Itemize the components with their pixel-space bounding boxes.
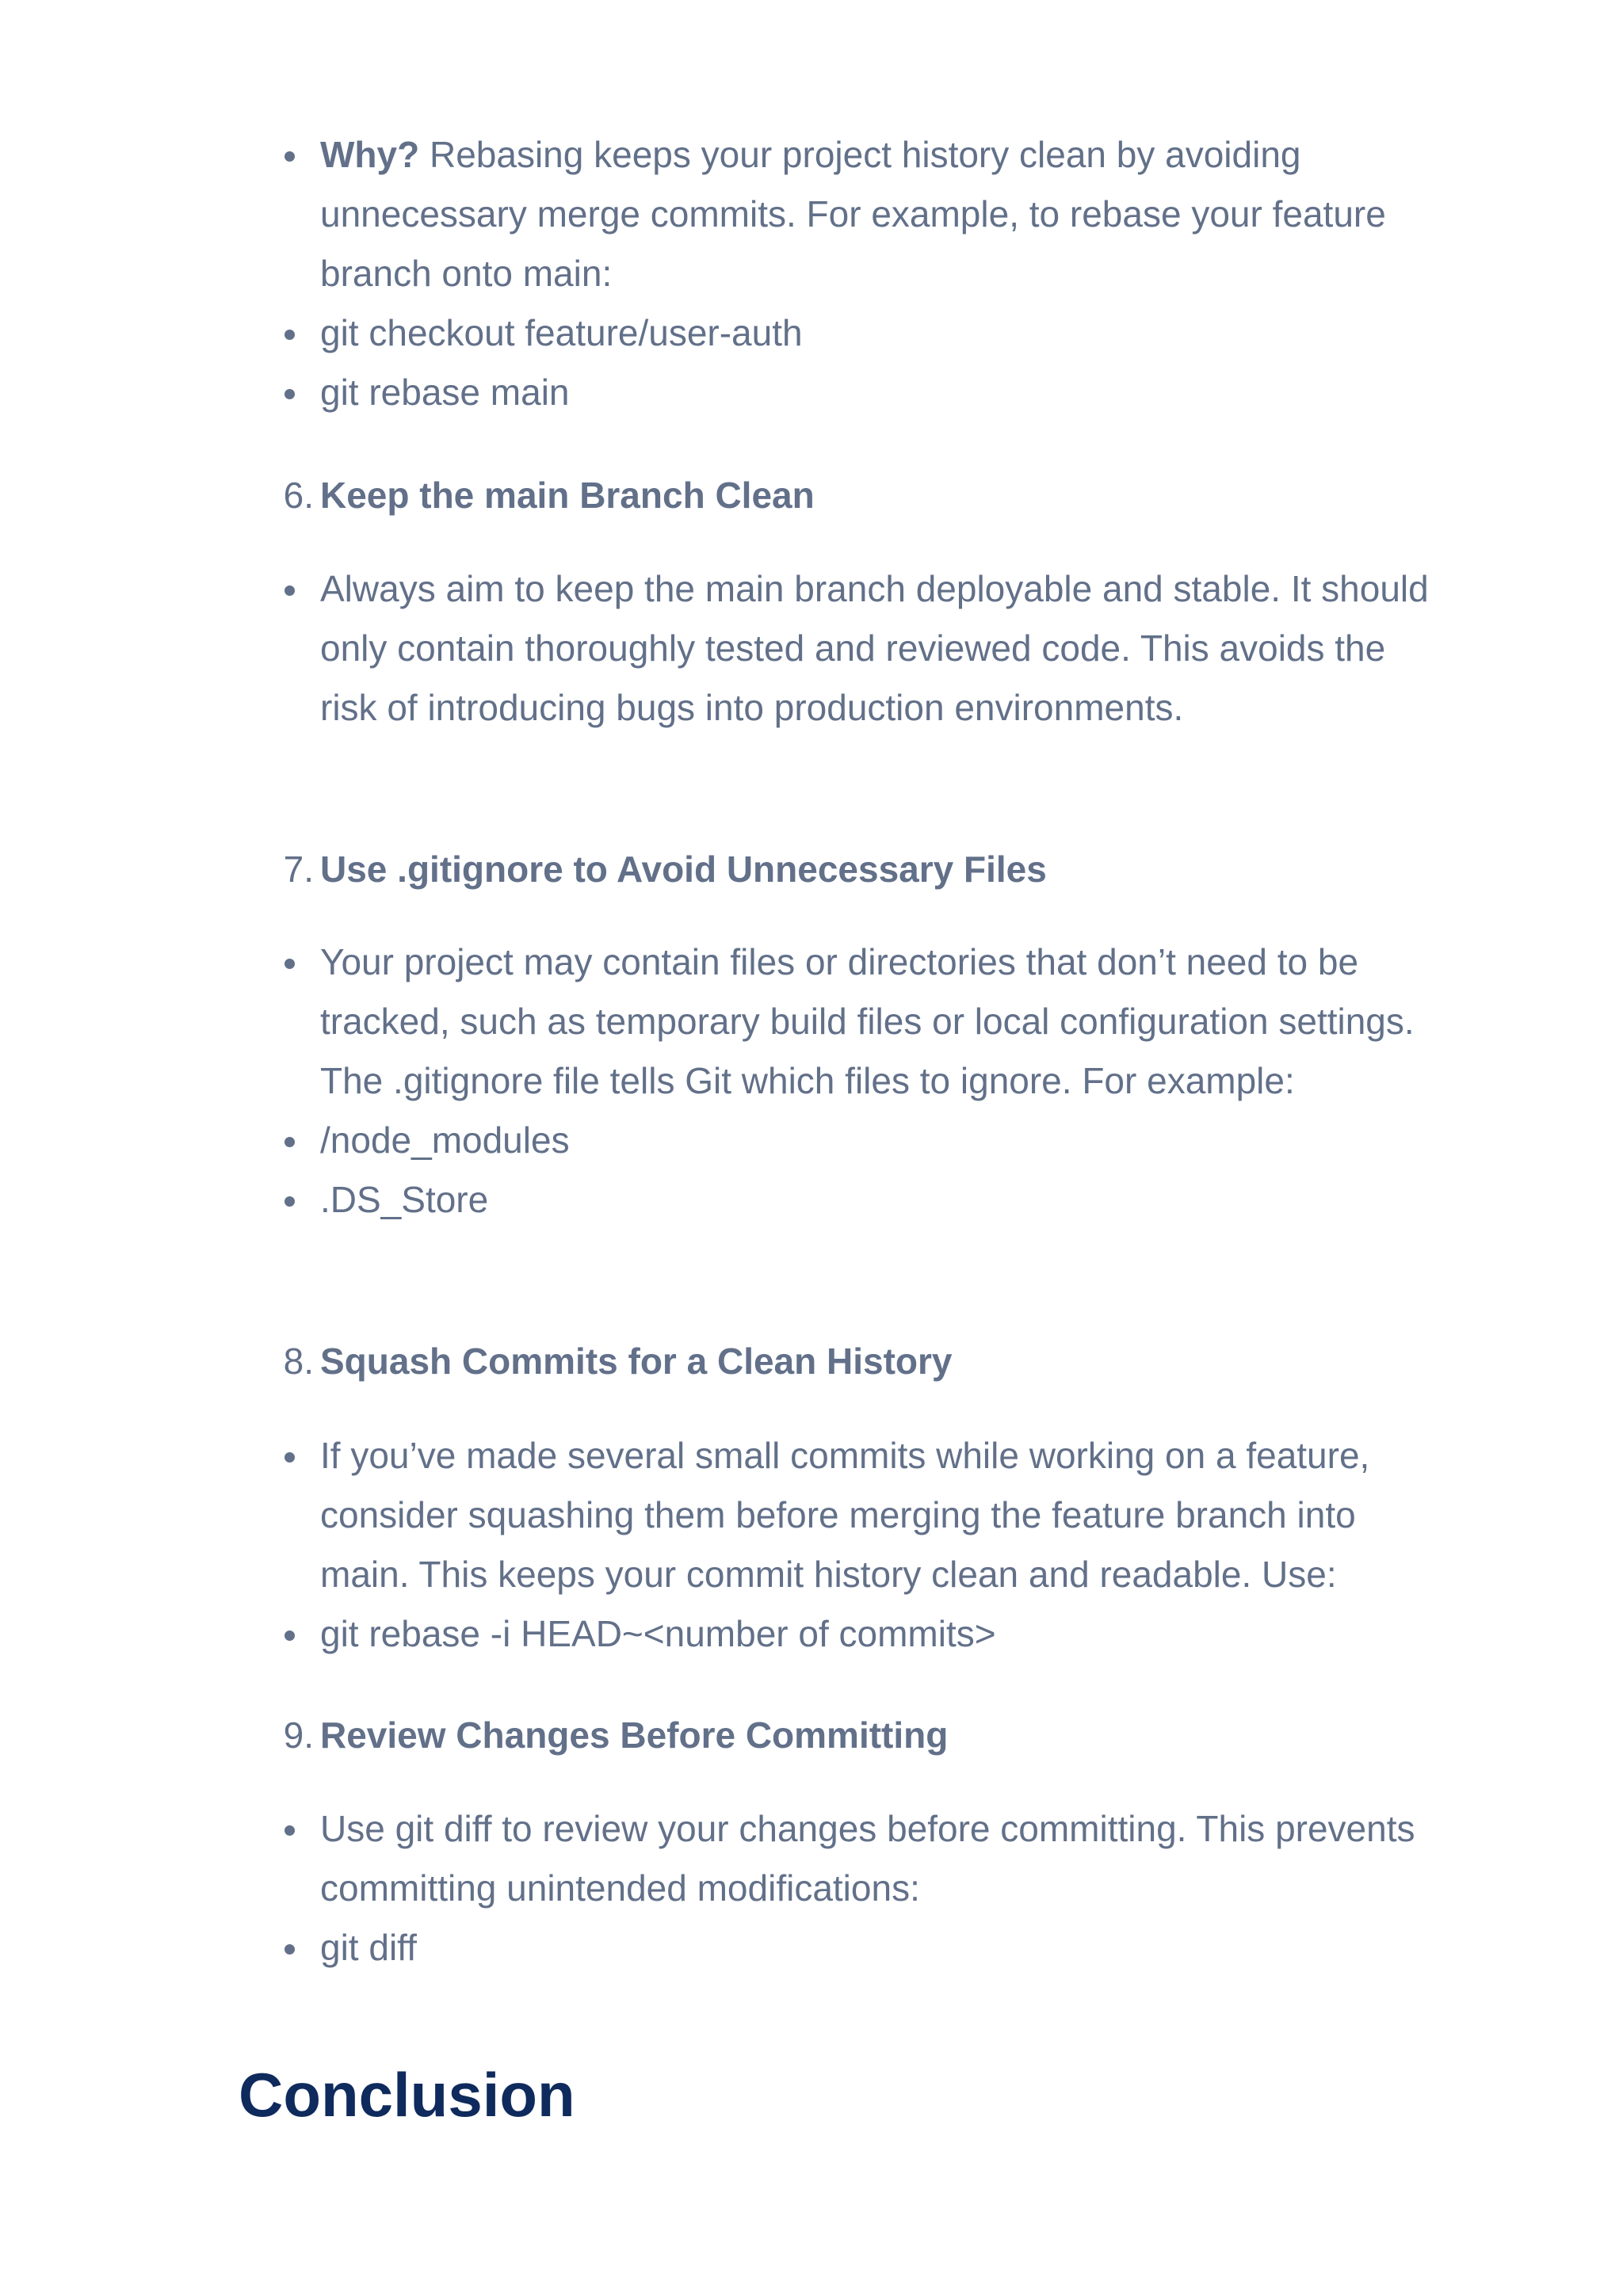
step-8-heading [238,1332,953,1391]
step-number: 9. [283,1714,314,1756]
step-6-bullets [238,559,1442,738]
step-number: 7. [283,849,314,890]
list-item: /node_modules [238,1111,1442,1170]
step-title: Use .gitignore to Avoid Unnecessary Files [320,849,1047,890]
list-item: Always aim to keep the main branch deployable and stable. It should only contain thoroughly tested and reviewed code. This avoids the risk of introducing bugs into production environments. [238,559,1442,738]
step-7-bullets [238,933,1442,1230]
list-item: git checkout feature/user-auth [238,303,1442,363]
step-7-heading [238,840,1047,899]
step-6-heading [238,466,815,525]
conclusion-heading: Conclusion [239,2060,575,2130]
step-8-bullets [238,1426,1442,1664]
list-item: .DS_Store [238,1170,1442,1230]
list-item: Use git diff to review your changes before committing. This prevents committing unintended modifications: [238,1799,1442,1918]
section-5-bullets [238,125,1442,422]
list-item: If you’ve made several small commits while working on a feature, consider squashing them before merging the feature branch into main. This keeps your commit history clean and readable. Use: [238,1426,1442,1604]
step-title: Keep the main Branch Clean [320,475,815,516]
why-text: Rebasing keeps your project history clean by avoiding unnecessary merge commits. For example, to rebase your feature branch onto main: [320,134,1386,294]
list-item: git diff [238,1918,1442,1978]
step-title: Squash Commits for a Clean History [320,1341,953,1382]
list-item: Your project may contain files or directories that don’t need to be tracked, such as temporary build files or local configuration settings. The .gitignore file tells Git which files to ignore. For example: [238,933,1442,1111]
list-item: git rebase main [238,363,1442,422]
step-title: Review Changes Before Committing [320,1714,949,1756]
why-label: Why? [320,134,420,175]
step-number: 8. [283,1341,314,1382]
step-9-heading [238,1706,948,1765]
step-9-bullets [238,1799,1442,1978]
step-number: 6. [283,475,314,516]
list-item [238,125,1442,303]
list-item: git rebase -i HEAD~<number of commits> [238,1604,1442,1664]
